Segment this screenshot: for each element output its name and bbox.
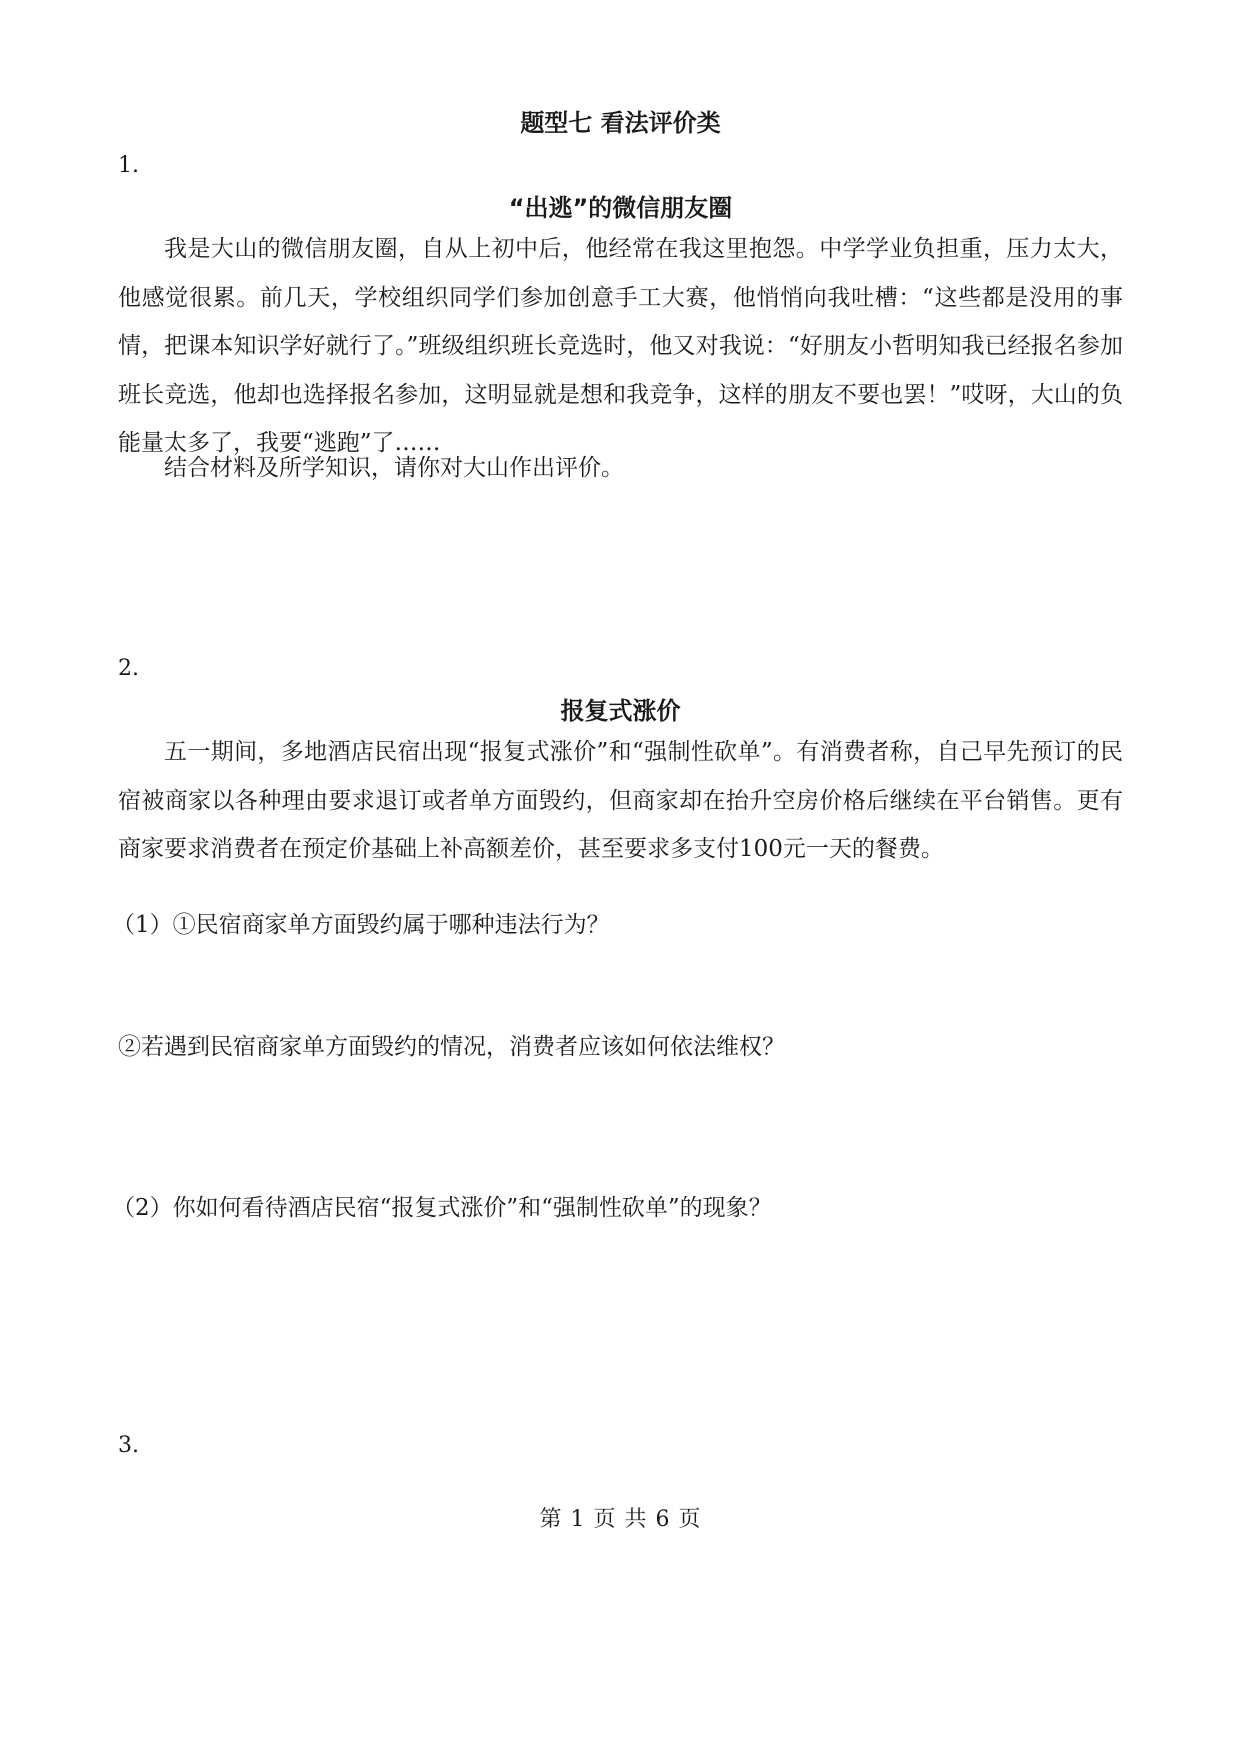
section-title: 题型七 看法评价类 (520, 109, 721, 137)
question-2-number: 2. (118, 656, 139, 681)
question-2-material: 五一期间，多地酒店民宿出现“报复式涨价”和“强制性砍单”。有消费者称，自己早先预订的民宿被商家以各种理由要求退订或者单方面毁约，但商家却在抬升空房价格后继续在平台销售。更有商家要求消费者在预定价基础上补高额差价，甚至要求多支付100元一天的餐费。 (118, 739, 1123, 862)
question-2-sub-1: （1）①民宿商家单方面毁约属于哪种违法行为？ (112, 912, 610, 938)
question-1-number: 1. (118, 153, 139, 178)
question-1-prompt: 结合材料及所学知识，请你对大山作出评价。 (164, 455, 624, 481)
question-2-title: 报复式涨价 (560, 697, 681, 725)
page-footer: 第 1 页 共 6 页 (539, 1507, 702, 1532)
question-3-number: 3. (118, 1433, 139, 1458)
question-1-material: 我是大山的微信朋友圈，自从上初中后，他经常在我这里抱怨。中学学业负担重，压力太大，他感觉很累。前几天，学校组织同学们参加创意手工大赛，他悄悄向我吐槽：“这些都是没用的事情，把课本知识学好就行了。”班级组织班长竞选时，他又对我说：“好朋友小哲明知我已经报名参加班长竞选，他却也选择报名参加，这明显就是想和我竞争，这样的朋友不要也罢！”哎呀，大山的负能量太多了，我要“逃跑”了…… (118, 236, 1123, 456)
question-2-sub-3: （2）你如何看待酒店民宿“报复式涨价”和“强制性砍单”的现象？ (112, 1195, 772, 1221)
question-2-sub-2: ②若遇到民宿商家单方面毁约的情况，消费者应该如何依法维权？ (118, 1034, 785, 1060)
question-1-title: “出逃”的微信朋友圈 (508, 194, 733, 222)
